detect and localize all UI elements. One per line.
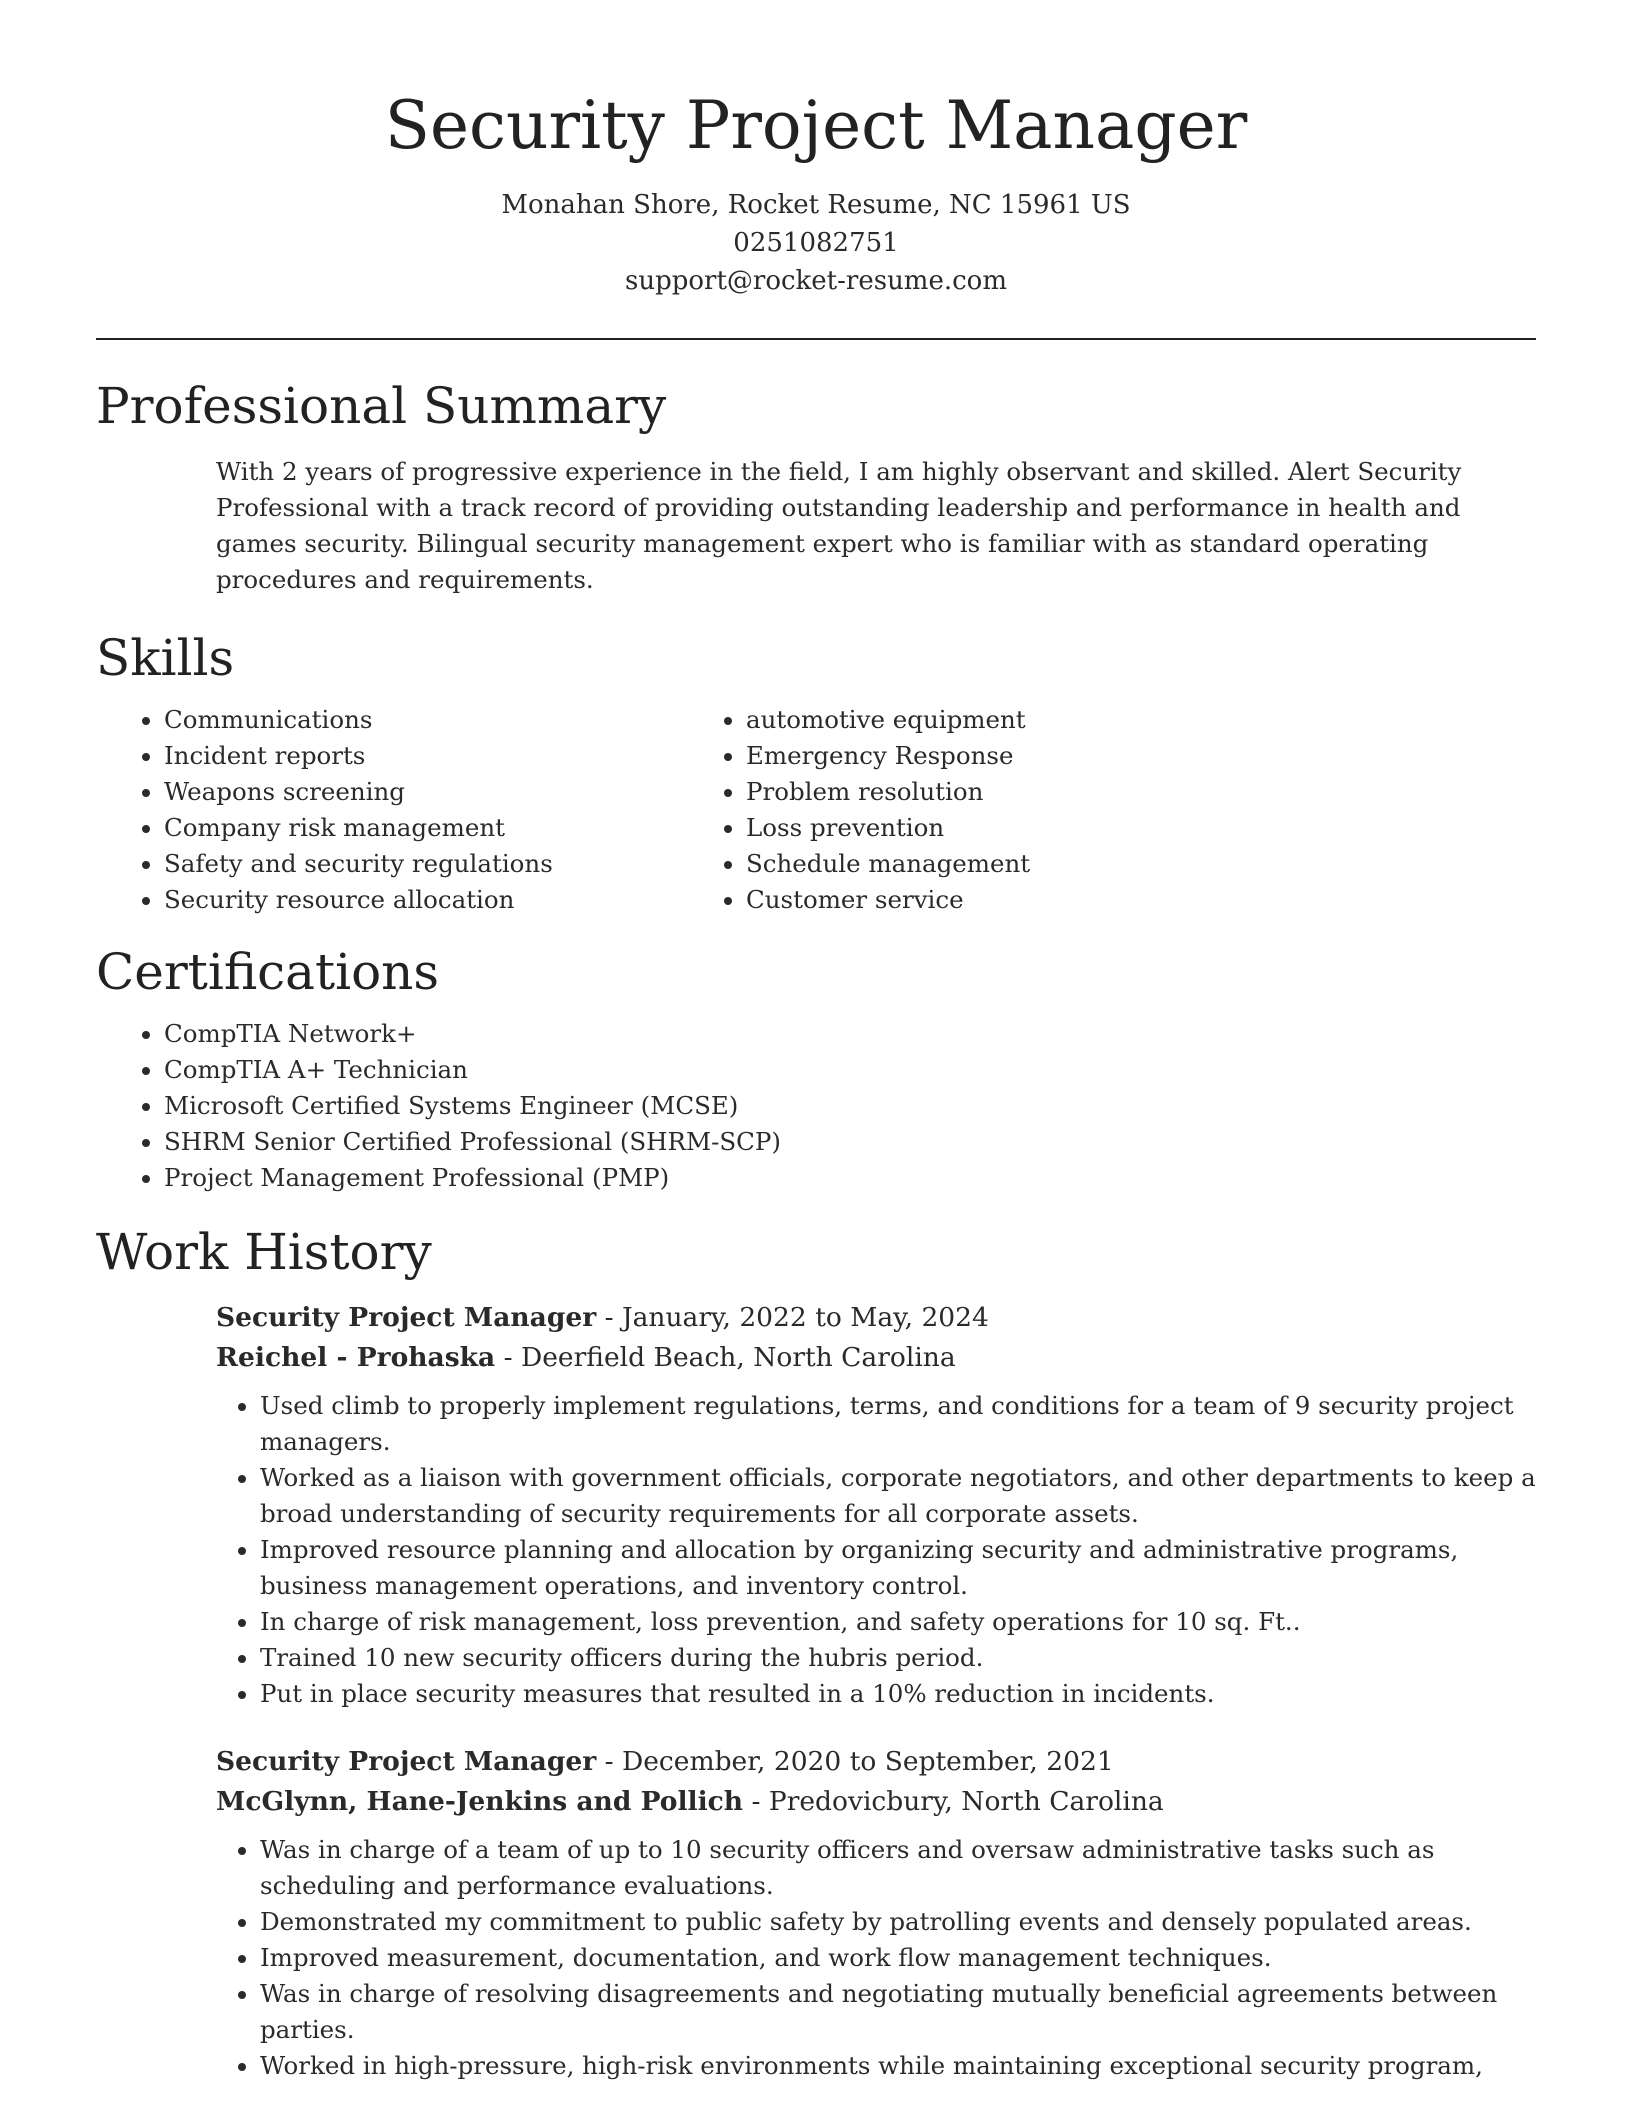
skill-item: • automotive equipment xyxy=(746,702,1446,738)
job-bullet: • Put in place security measures that resulted in a 10% reduction in incidents. xyxy=(260,1676,1536,1712)
job-entry xyxy=(216,1298,1536,1712)
job-dates: - December, 2020 to September, 2021 xyxy=(596,1746,1114,1777)
job-bullet: • Was in charge of a team of up to 10 security officers and oversaw administrative tasks such as scheduling and performance evaluations. xyxy=(260,1832,1536,1904)
job-location: - Deerfield Beach, North Carolina xyxy=(495,1342,956,1373)
certification-item: • CompTIA A+ Technician xyxy=(164,1052,1536,1088)
skill-item: • Security resource allocation xyxy=(164,882,746,918)
certifications-heading: Certifications xyxy=(96,943,440,1001)
work-section xyxy=(96,1220,1536,2084)
job-bullet: • Was in charge of resolving disagreements and negotiating mutually beneficial agreements between parties. xyxy=(260,1976,1536,2048)
skill-item: • Company risk management xyxy=(164,810,746,846)
header-divider xyxy=(96,338,1536,340)
contact-address: Monahan Shore, Rocket Resume, NC 15961 US xyxy=(501,190,1131,220)
job-company: Reichel - Prohaska xyxy=(216,1342,496,1373)
skills-list-right xyxy=(746,702,1446,918)
skill-item: • Problem resolution xyxy=(746,774,1446,810)
job-bullet: • Worked as a liaison with government officials, corporate negotiators, and other departments to keep a broad understanding of security requirements for all corporate assets. xyxy=(260,1460,1536,1532)
job-role: Security Project Manager xyxy=(216,1746,597,1777)
job-bullet: • Improved measurement, documentation, and work flow management techniques. xyxy=(260,1940,1536,1976)
summary-text: With 2 years of progressive experience in the field, I am highly observant and skilled. Alert Security Professional with a track record of providing outstanding leadership and performance in health and games security. Bilingual security management expert who is familiar with as standard operating procedures and requirements. xyxy=(216,457,1462,594)
work-heading: Work History xyxy=(96,1223,432,1281)
skill-item: • Emergency Response xyxy=(746,738,1446,774)
skill-item: • Loss prevention xyxy=(746,810,1446,846)
skills-heading: Skills xyxy=(96,629,235,687)
job-title-line xyxy=(216,1742,1536,1782)
contact-phone: 0251082751 xyxy=(733,228,899,258)
skills-section xyxy=(96,626,1536,918)
candidate-name: Security Project Manager xyxy=(384,87,1248,164)
job-bullet: • Improved resource planning and allocation by organizing security and administrative programs, business management operations, and inventory control. xyxy=(260,1532,1536,1604)
certification-item: • CompTIA Network+ xyxy=(164,1016,1536,1052)
job-bullets xyxy=(216,1832,1536,2084)
job-role: Security Project Manager xyxy=(216,1302,597,1333)
job-title-line xyxy=(216,1298,1536,1338)
skill-item: • Weapons screening xyxy=(164,774,746,810)
skill-item: • Safety and security regulations xyxy=(164,846,746,882)
contact-block xyxy=(0,186,1632,300)
job-bullet: • Demonstrated my commitment to public safety by patrolling events and densely populated areas. xyxy=(260,1904,1536,1940)
job-company-line xyxy=(216,1338,1536,1378)
summary-section xyxy=(96,374,1536,598)
contact-email: support@rocket-resume.com xyxy=(624,266,1007,296)
skill-item: • Customer service xyxy=(746,882,1446,918)
skill-item: • Incident reports xyxy=(164,738,746,774)
job-company-line xyxy=(216,1782,1536,1822)
skills-list-left xyxy=(0,702,746,918)
certification-item: • SHRM Senior Certified Professional (SHRM-SCP) xyxy=(164,1124,1536,1160)
job-bullet: • In charge of risk management, loss prevention, and safety operations for 10 sq. Ft.. xyxy=(260,1604,1536,1640)
job-company: McGlynn, Hane-Jenkins and Pollich xyxy=(216,1786,744,1817)
job-location: - Predovicbury, North Carolina xyxy=(743,1786,1164,1817)
job-bullets xyxy=(216,1388,1536,1712)
skill-item: • Communications xyxy=(164,702,746,738)
job-dates: - January, 2022 to May, 2024 xyxy=(596,1302,989,1333)
certifications-section xyxy=(96,940,1536,1196)
resume-header xyxy=(0,0,1632,300)
skills-column-left xyxy=(96,702,746,918)
certification-item: • Project Management Professional (PMP) xyxy=(164,1160,1536,1196)
job-bullet: • Trained 10 new security officers during the hubris period. xyxy=(260,1640,1536,1676)
job-entry xyxy=(216,1742,1536,2084)
job-bullet: • Worked in high-pressure, high-risk environments while maintaining exceptional security program, xyxy=(260,2048,1536,2084)
skills-columns xyxy=(96,702,1536,918)
skills-column-right xyxy=(746,702,1446,918)
summary-heading: Professional Summary xyxy=(96,377,667,435)
certifications-list xyxy=(0,1016,1536,1196)
skill-item: • Schedule management xyxy=(746,846,1446,882)
job-bullet: • Used climb to properly implement regulations, terms, and conditions for a team of 9 security project managers. xyxy=(260,1388,1536,1460)
certification-item: • Microsoft Certified Systems Engineer (MCSE) xyxy=(164,1088,1536,1124)
